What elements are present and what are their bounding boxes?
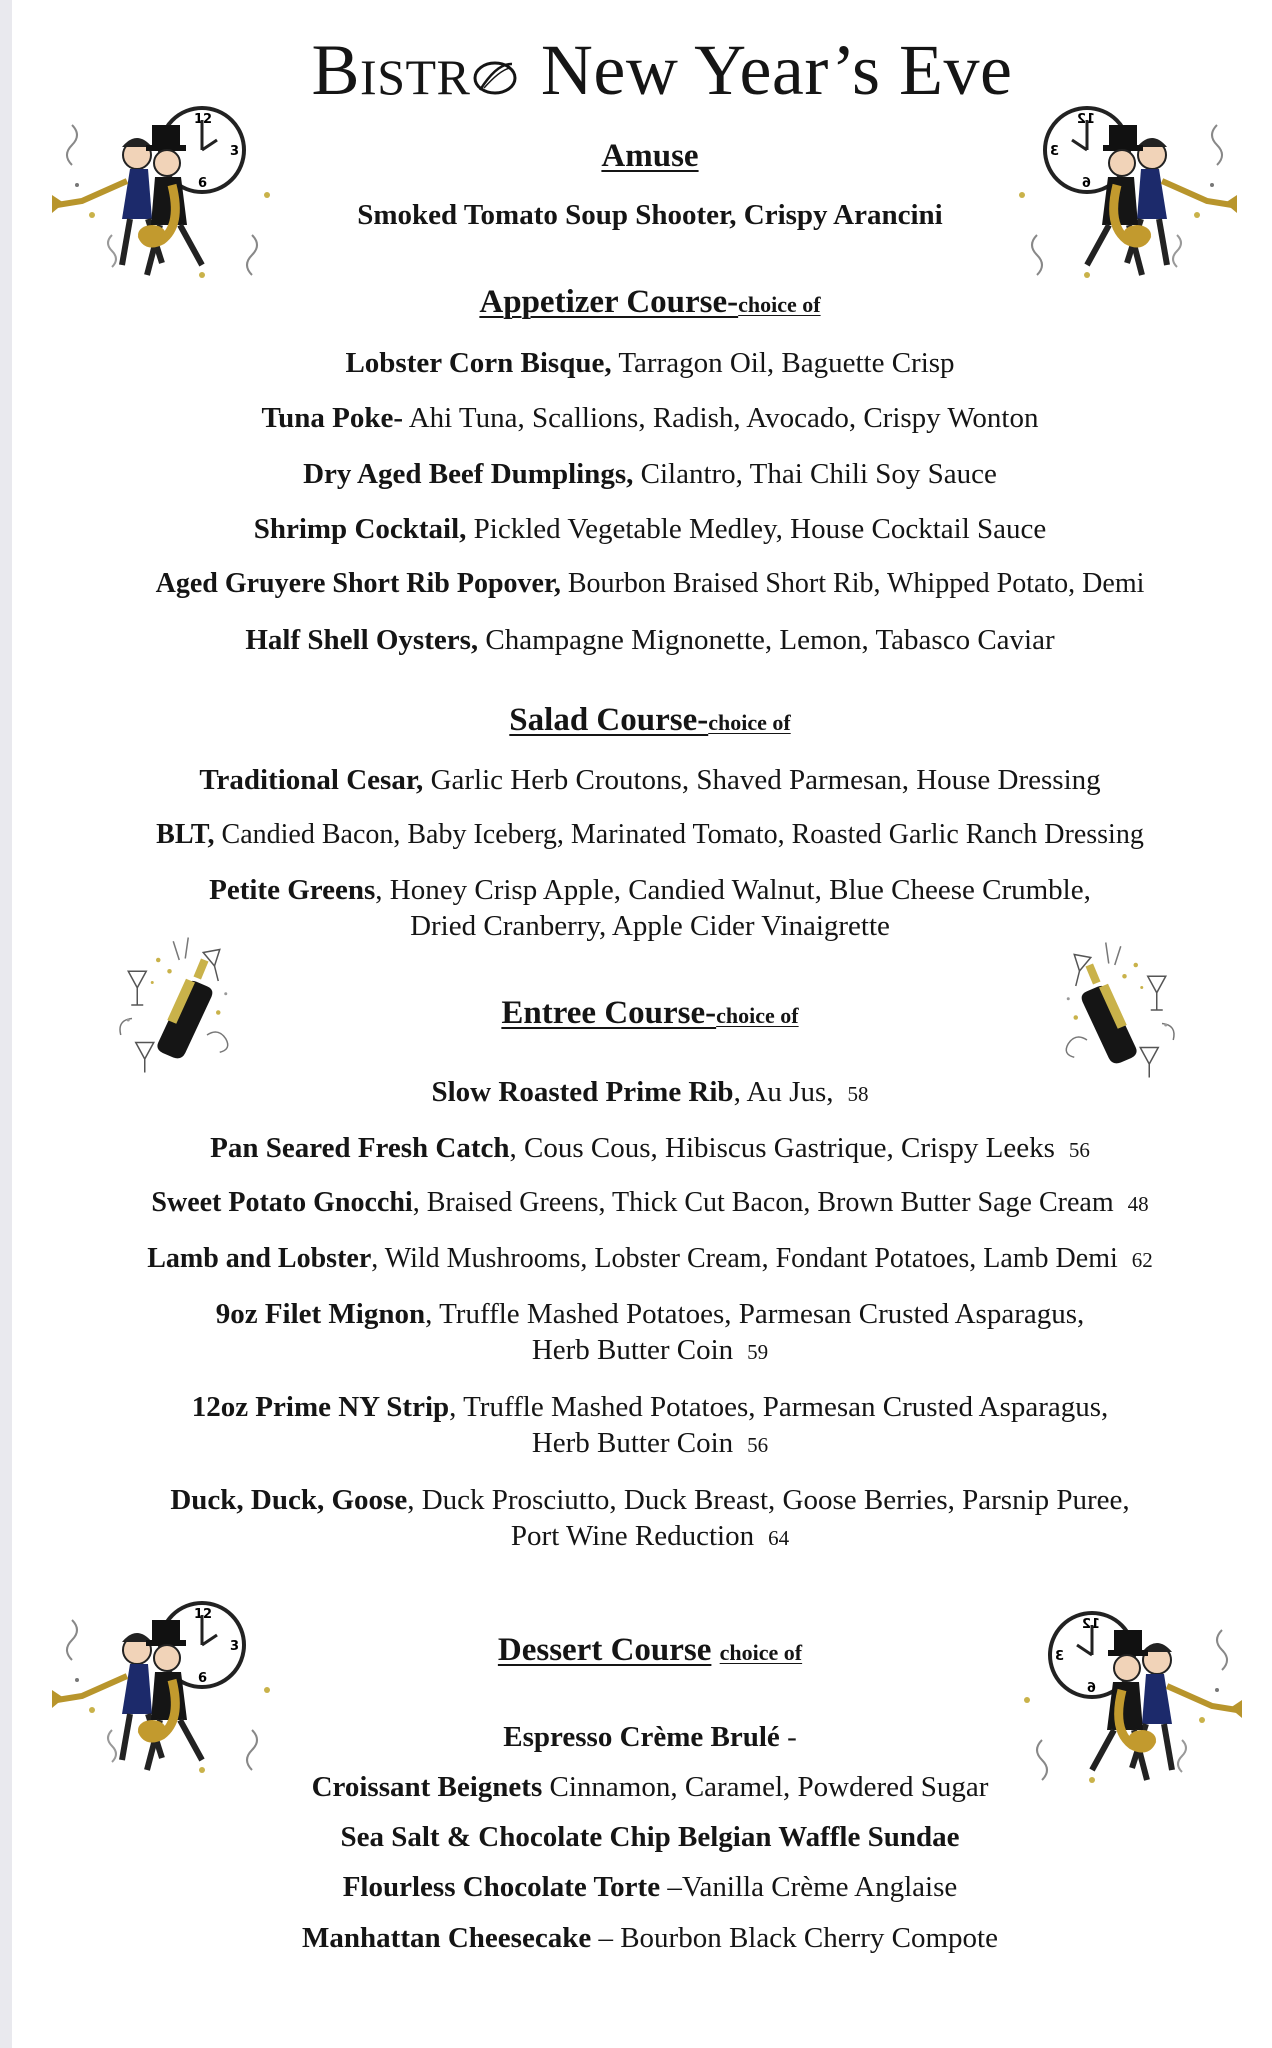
bistro-logo-o-icon <box>472 58 518 98</box>
appetizer-item: Aged Gruyere Short Rib Popover, Bourbon Braised Short Rib, Whipped Potato, Demi <box>155 568 1145 599</box>
dessert-item: Sea Salt & Chocolate Chip Belgian Waffle Sundae <box>340 1821 960 1853</box>
amuse-heading: Amuse <box>601 138 699 174</box>
jazz-clock-illustration-top-right <box>1007 80 1237 300</box>
jazz-clock-illustration-bottom-left <box>52 1575 282 1795</box>
salad-item: BLT, Candied Bacon, Baby Iceberg, Marinated Tomato, Roasted Garlic Ranch Dressing <box>156 819 1144 850</box>
entree-item-continued: Herb Butter Coin 56 <box>531 1427 769 1459</box>
dessert-item: Flourless Chocolate Torte –Vanilla Crème Anglaise <box>342 1871 958 1903</box>
entree-item: 9oz Filet Mignon, Truffle Mashed Potatoes, Parmesan Crusted Asparagus, <box>215 1298 1085 1330</box>
entree-item: Duck, Duck, Goose, Duck Prosciutto, Duck Breast, Goose Berries, Parsnip Puree, <box>170 1484 1130 1516</box>
appetizer-item: Half Shell Oysters, Champagne Mignonette, Lemon, Tabasco Caviar <box>245 624 1055 656</box>
entree-item-continued: Port Wine Reduction 64 <box>510 1520 790 1552</box>
salad-heading: Salad Course-choice of <box>509 702 791 738</box>
menu-page <box>12 0 1272 2048</box>
appetizer-item: Dry Aged Beef Dumplings, Cilantro, Thai Chili Soy Sauce <box>303 458 997 490</box>
salad-item-continued: Dried Cranberry, Apple Cider Vinaigrette <box>410 910 890 942</box>
page-frame-edge <box>0 0 12 2048</box>
event-title: New Year’s Eve <box>540 30 1013 110</box>
entree-item: Sweet Potato Gnocchi, Braised Greens, Thick Cut Bacon, Brown Butter Sage Cream 48 <box>151 1187 1149 1218</box>
jazz-clock-illustration-top-left <box>52 80 282 300</box>
appetizer-item: Lobster Corn Bisque, Tarragon Oil, Baguette Crisp <box>345 347 955 379</box>
appetizer-item: Tuna Poke- Ahi Tuna, Scallions, Radish, Avocado, Crispy Wonton <box>261 402 1039 434</box>
amuse-item: Smoked Tomato Soup Shooter, Crispy Arancini <box>357 199 943 231</box>
entree-item: Slow Roasted Prime Rib, Au Jus, 58 <box>431 1076 869 1108</box>
appetizer-item: Shrimp Cocktail, Pickled Vegetable Medley, House Cocktail Sauce <box>253 513 1047 545</box>
entree-item: 12oz Prime NY Strip, Truffle Mashed Potatoes, Parmesan Crusted Asparagus, <box>191 1391 1109 1423</box>
dessert-item: Espresso Crème Brulé - <box>503 1721 797 1753</box>
dessert-item: Manhattan Cheesecake – Bourbon Black Cherry Compote <box>302 1922 998 1954</box>
entree-item: Pan Seared Fresh Catch, Cous Cous, Hibiscus Gastrique, Crispy Leeks 56 <box>210 1132 1090 1164</box>
entree-item-continued: Herb Butter Coin 59 <box>531 1334 769 1366</box>
salad-item: Petite Greens, Honey Crisp Apple, Candied Walnut, Blue Cheese Crumble, <box>209 874 1091 906</box>
dessert-item: Croissant Beignets Cinnamon, Caramel, Powdered Sugar <box>311 1771 989 1803</box>
salad-item: Traditional Cesar, Garlic Herb Croutons, Shaved Parmesan, House Dressing <box>199 764 1101 796</box>
menu-title <box>12 30 1272 110</box>
appetizer-heading: Appetizer Course-choice of <box>479 284 821 320</box>
entree-item: Lamb and Lobster, Wild Mushrooms, Lobster Cream, Fondant Potatoes, Lamb Demi 62 <box>147 1243 1153 1274</box>
dessert-heading: Dessert Course choice of <box>497 1632 803 1668</box>
entree-heading: Entree Course-choice of <box>501 995 799 1031</box>
bistro-logo-text: Bistr <box>311 30 471 110</box>
